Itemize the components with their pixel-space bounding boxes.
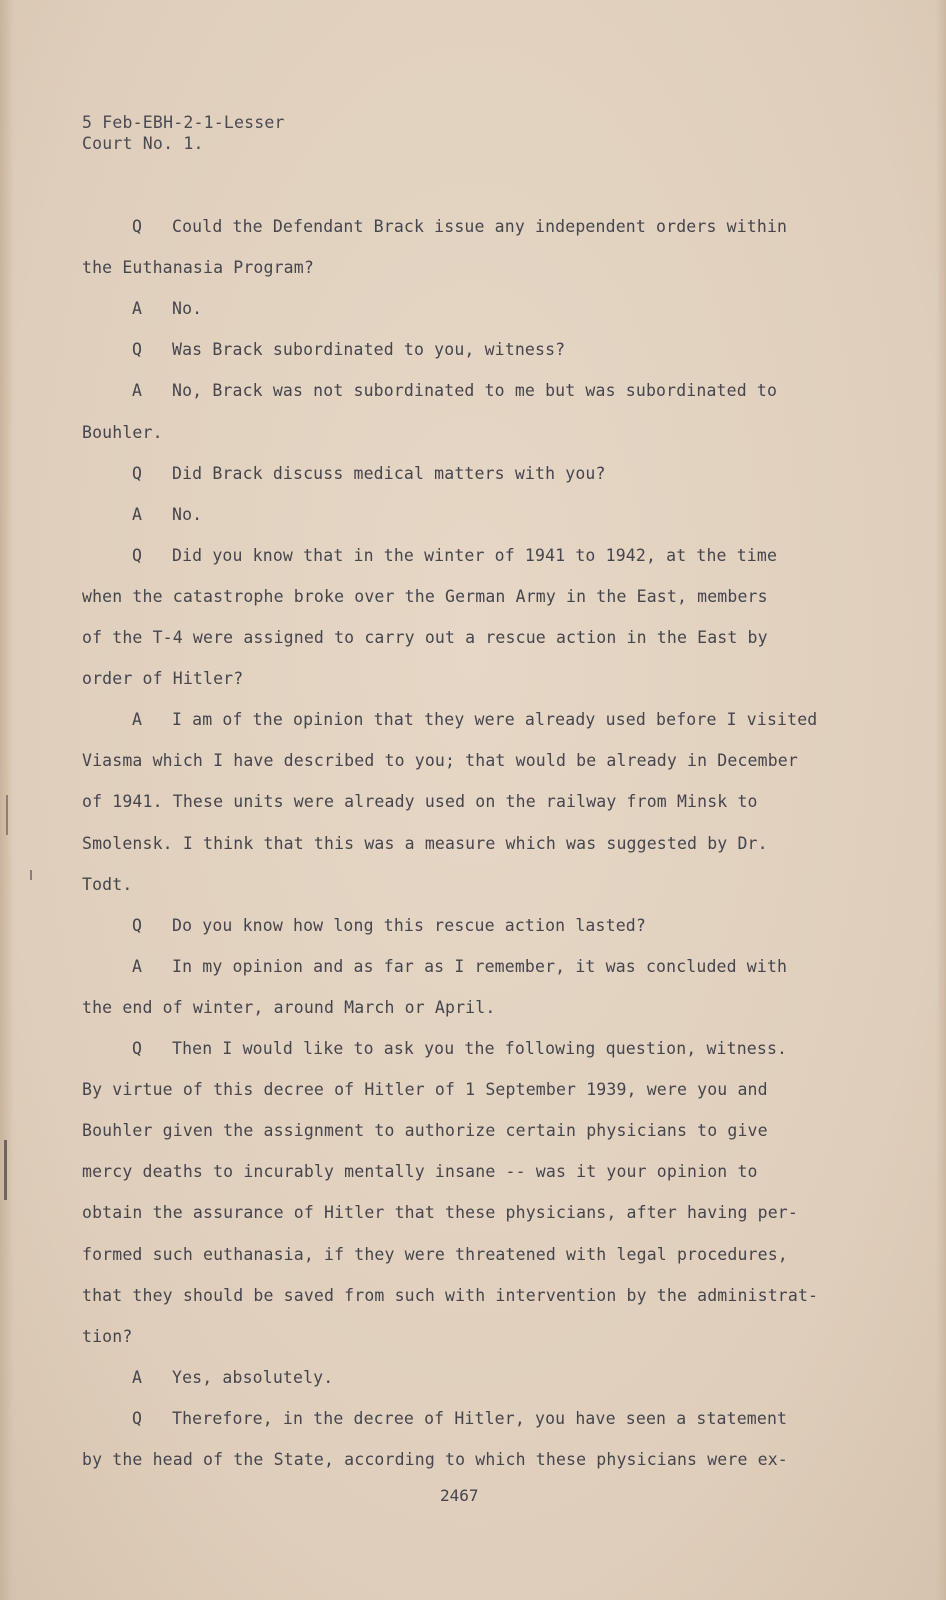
transcript-line [82, 874, 132, 896]
transcript-line-text: Therefore, in the decree of Hitler, you have seen a statement [172, 1408, 788, 1428]
page-edge-shadow-right [936, 0, 946, 1600]
transcript-line-text: Was Brack subordinated to you, witness? [172, 340, 566, 360]
transcript-line-text: Do you know how long this rescue action lasted? [172, 915, 646, 935]
transcript-line-text: Todt. [82, 874, 133, 894]
question-marker: Q [132, 1408, 143, 1428]
question-marker: Q [132, 545, 143, 565]
transcript-line [82, 1449, 788, 1471]
transcript-line-text: tion? [82, 1326, 133, 1346]
transcript-line-text: the end of winter, around March or April. [82, 997, 496, 1017]
transcript-line [132, 956, 787, 978]
transcript-line [82, 750, 798, 772]
answer-marker: A [132, 956, 143, 976]
answer-marker: A [132, 1367, 143, 1387]
answer-marker: A [132, 710, 143, 730]
transcript-line [82, 791, 758, 813]
transcript-line-text: mercy deaths to incurably mentally insane -- was it your opinion to [82, 1162, 758, 1182]
question-marker: Q [132, 915, 143, 935]
transcript-line [82, 997, 495, 1019]
transcript-line-text: Bouhler given the assignment to authorize certain physicians to give [82, 1121, 768, 1141]
transcript-line-text: obtain the assurance of Hitler that these physicians, after having per- [82, 1203, 798, 1223]
transcript-line-text: by the head of the State, according to which these physicians were ex- [82, 1450, 788, 1469]
transcript-line [132, 216, 787, 238]
transcript-line-text: Then I would like to ask you the following question, witness. [172, 1039, 788, 1058]
transcript-line [82, 257, 314, 279]
transcript-line-text: the Euthanasia Program? [82, 258, 314, 278]
question-marker: Q [132, 340, 143, 360]
transcript-line-text: I am of the opinion that they were already used before I visited [172, 710, 818, 730]
page-number: 2467 [440, 1486, 479, 1505]
transcript-line-text: Yes, absolutely. [172, 1367, 334, 1387]
transcript-line-text: Could the Defendant Brack issue any independent orders within [172, 217, 788, 236]
transcript-line-text: when the catastrophe broke over the German Army in the East, members [82, 586, 768, 606]
transcript-line-text: of 1941. These units were already used on the railway from Minsk to [82, 792, 758, 812]
transcript-line [82, 1120, 768, 1142]
transcript-line [82, 586, 768, 608]
transcript-line-text: Did Brack discuss medical matters with you? [172, 463, 606, 483]
transcript-line [82, 1244, 788, 1266]
transcript-line-text: No, Brack was not subordinated to me but was subordinated to [172, 381, 778, 401]
question-marker: Q [132, 1039, 143, 1058]
transcript-line-text: formed such euthanasia, if they were threatened with legal procedures, [82, 1244, 788, 1264]
transcript-line [82, 422, 163, 444]
header-line-session: 5 Feb-EBH-2-1-Lesser [82, 113, 285, 132]
transcript-line [132, 1367, 333, 1389]
transcript-line-text: In my opinion and as far as I remember, it was concluded with [172, 956, 788, 976]
transcript-line-text: that they should be saved from such with intervention by the administrat- [82, 1285, 819, 1305]
transcript-line-text: Viasma which I have described to you; that would be already in December [82, 751, 798, 771]
transcript-line [132, 298, 202, 320]
question-marker: Q [132, 217, 143, 236]
transcript-line-text: of the T-4 were assigned to carry out a rescue action in the East by [82, 628, 768, 647]
transcript-line-text: By virtue of this decree of Hitler of 1 September 1939, were you and [82, 1080, 768, 1100]
transcript-line [82, 668, 243, 690]
transcript-line [82, 1079, 768, 1101]
transcript-line-text: No. [172, 504, 203, 524]
transcript-line [132, 463, 606, 485]
answer-marker: A [132, 504, 143, 524]
transcript-line [82, 1326, 132, 1348]
transcript-line [132, 915, 646, 937]
transcript-line-text: order of Hitler? [82, 669, 244, 689]
transcript-line [82, 833, 768, 855]
transcript-line [132, 709, 817, 731]
question-marker: Q [132, 463, 143, 483]
transcript-line [82, 1202, 798, 1224]
transcript-line-text: Bouhler. [82, 422, 163, 442]
transcript-line [132, 545, 777, 567]
transcript-line [82, 1161, 758, 1183]
transcript-line [132, 1408, 787, 1430]
transcript-line [132, 339, 565, 361]
answer-marker: A [132, 299, 143, 319]
header-line-court: Court No. 1. [82, 134, 204, 153]
margin-mark [6, 795, 8, 835]
transcript-line-text: Smolensk. I think that this was a measure which was suggested by Dr. [82, 833, 768, 853]
answer-marker: A [132, 381, 143, 401]
transcript-line [82, 627, 768, 649]
transcript-line [132, 1038, 787, 1060]
transcript-line-text: No. [172, 299, 203, 319]
transcript-line [132, 504, 202, 526]
document-header [82, 112, 285, 154]
transcript-line [132, 380, 777, 402]
transcript-line-text: Did you know that in the winter of 1941 to 1942, at the time [172, 545, 778, 565]
transcript-line [82, 1285, 818, 1307]
margin-mark [30, 870, 32, 880]
margin-mark [4, 1140, 7, 1200]
